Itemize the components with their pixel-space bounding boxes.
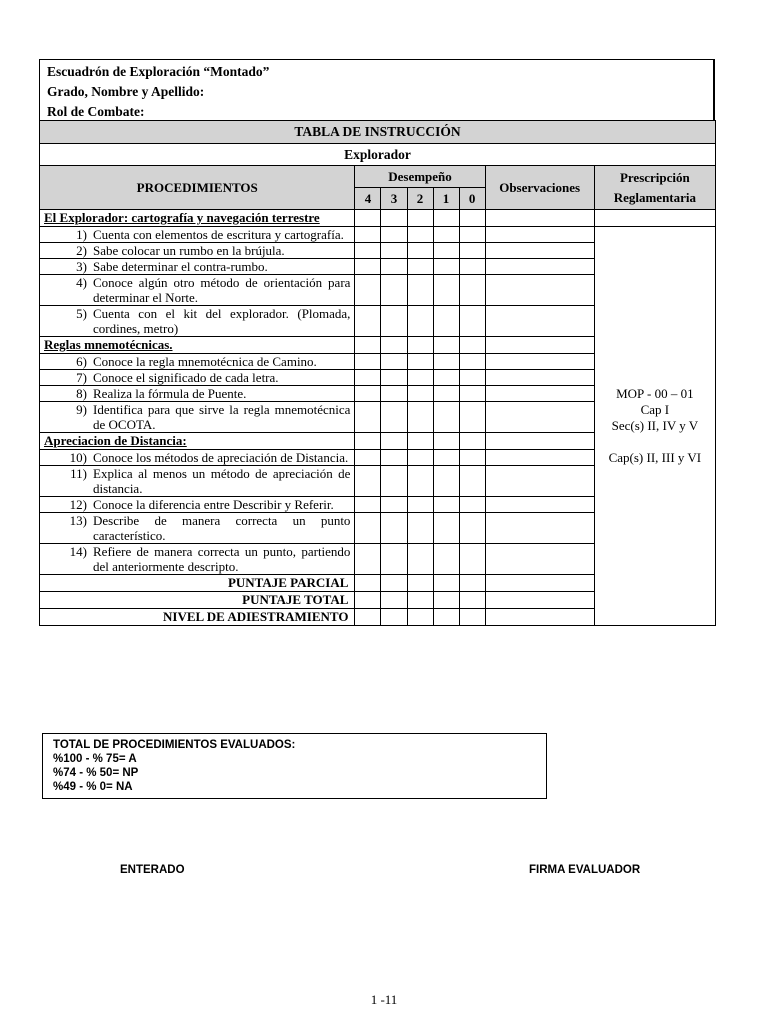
observations-cell[interactable]: [485, 609, 594, 626]
section-title-text: Apreciacion de Distancia:: [44, 433, 187, 448]
procedure-text: Cuenta con elementos de escritura y cartografía.: [93, 227, 344, 242]
score-cell[interactable]: [433, 544, 459, 575]
legend-title: TOTAL DE PROCEDIMIENTOS EVALUADOS:: [53, 739, 296, 751]
score-cell[interactable]: [459, 227, 485, 243]
score-cell[interactable]: [381, 210, 407, 227]
procedure-item: [44, 259, 350, 274]
score-cell[interactable]: [355, 433, 381, 450]
procedure-number: 7): [76, 370, 87, 385]
prescription-line4: Cap(s) II, III y VI: [608, 450, 702, 465]
procedure-number: 3): [76, 259, 87, 274]
score-cell[interactable]: [407, 370, 433, 386]
score-cell[interactable]: [433, 609, 459, 626]
procedure-cell: [40, 544, 355, 575]
procedure-text: Sabe determinar el contra-rumbo.: [93, 259, 268, 274]
score-cell[interactable]: [433, 466, 459, 497]
score-cell[interactable]: [433, 575, 459, 592]
score-cell[interactable]: [355, 466, 381, 497]
procedure-cell: [40, 386, 355, 402]
score-cell[interactable]: [459, 337, 485, 354]
score-cell[interactable]: [355, 575, 381, 592]
score-cell[interactable]: [407, 337, 433, 354]
procedure-item: [44, 450, 350, 465]
col-observations: Observaciones: [485, 166, 594, 210]
procedure-cell: [40, 450, 355, 466]
score-cell[interactable]: [381, 544, 407, 575]
procedure-cell: [40, 306, 355, 337]
score-cell[interactable]: [459, 466, 485, 497]
procedure-cell: [40, 227, 355, 243]
score-cell[interactable]: [459, 275, 485, 306]
observations-cell[interactable]: [485, 337, 594, 354]
score-cell[interactable]: [381, 354, 407, 370]
total-label: PUNTAJE PARCIAL: [40, 575, 355, 592]
procedure-item: [44, 386, 350, 401]
score-cell[interactable]: [407, 466, 433, 497]
score-cell[interactable]: [459, 450, 485, 466]
procedure-item: [44, 402, 350, 432]
score-0: 0: [459, 188, 485, 210]
procedure-number: 5): [76, 306, 87, 321]
score-cell[interactable]: [355, 386, 381, 402]
observations-cell[interactable]: [485, 433, 594, 450]
procedure-number: 12): [69, 497, 87, 512]
score-cell[interactable]: [459, 513, 485, 544]
observations-cell[interactable]: [485, 592, 594, 609]
score-cell[interactable]: [459, 402, 485, 433]
score-cell[interactable]: [355, 450, 381, 466]
prescription-line1: MOP - 00 – 01: [616, 386, 694, 401]
procedure-text: Sabe colocar un rumbo en la brújula.: [93, 243, 285, 258]
instruction-table: [39, 120, 716, 626]
col-prescription: Prescripción Reglamentaria: [594, 166, 715, 210]
legend-a: %100 - % 75= A: [53, 753, 137, 765]
score-cell[interactable]: [381, 243, 407, 259]
procedure-text: Conoce los métodos de apreciación de Distancia.: [93, 450, 349, 465]
name-label: Grado, Nombre y Apellido:: [47, 84, 205, 99]
procedure-text: Describe de manera correcta un punto característico.: [93, 513, 351, 543]
observations-cell[interactable]: [485, 259, 594, 275]
observations-cell[interactable]: [485, 386, 594, 402]
procedure-text: Conoce algún otro método de orientación para determinar el Norte.: [93, 275, 351, 305]
score-cell[interactable]: [381, 386, 407, 402]
section-row: [40, 210, 716, 227]
score-cell[interactable]: [433, 450, 459, 466]
score-cell[interactable]: [433, 243, 459, 259]
procedure-item: [44, 227, 350, 242]
score-3: 3: [381, 188, 407, 210]
col-performance: Desempeño: [355, 166, 485, 188]
prescription-gap: [599, 434, 711, 450]
score-cell[interactable]: [407, 450, 433, 466]
procedure-number: 10): [69, 450, 87, 465]
score-cell[interactable]: [355, 354, 381, 370]
observations-cell[interactable]: [485, 544, 594, 575]
observations-cell[interactable]: [485, 370, 594, 386]
score-cell[interactable]: [407, 433, 433, 450]
procedure-cell: [40, 354, 355, 370]
procedure-number: 1): [76, 227, 87, 242]
score-cell[interactable]: [355, 227, 381, 243]
score-cell[interactable]: [381, 497, 407, 513]
observations-cell[interactable]: [485, 306, 594, 337]
procedure-cell: [40, 243, 355, 259]
score-cell[interactable]: [433, 259, 459, 275]
observations-cell[interactable]: [485, 402, 594, 433]
score-cell[interactable]: [433, 497, 459, 513]
observations-cell[interactable]: [485, 450, 594, 466]
score-cell[interactable]: [459, 609, 485, 626]
score-cell[interactable]: [433, 354, 459, 370]
score-cell[interactable]: [459, 243, 485, 259]
score-cell[interactable]: [355, 609, 381, 626]
score-cell[interactable]: [459, 497, 485, 513]
score-cell[interactable]: [459, 354, 485, 370]
observations-cell[interactable]: [485, 227, 594, 243]
procedure-number: 14): [69, 544, 87, 559]
score-cell[interactable]: [355, 259, 381, 275]
score-cell[interactable]: [407, 210, 433, 227]
procedure-item: [44, 370, 350, 385]
procedure-number: 9): [76, 402, 87, 417]
section-title-text: Reglas mnemotécnicas.: [44, 337, 173, 352]
score-cell[interactable]: [459, 433, 485, 450]
prescription-line3: Sec(s) II, IV y V: [611, 418, 699, 433]
observations-cell[interactable]: [485, 275, 594, 306]
procedure-number: 13): [69, 513, 87, 528]
score-cell[interactable]: [381, 513, 407, 544]
procedure-cell: [40, 259, 355, 275]
table-row: [40, 227, 716, 243]
section-title-text: El Explorador: cartografía y navegación terrestre: [44, 210, 320, 225]
procedure-cell: [40, 466, 355, 497]
procedure-number: 6): [76, 354, 87, 369]
score-cell[interactable]: [407, 259, 433, 275]
score-cell[interactable]: [355, 592, 381, 609]
score-cell[interactable]: [355, 402, 381, 433]
score-cell[interactable]: [433, 402, 459, 433]
observations-cell[interactable]: [485, 466, 594, 497]
score-cell[interactable]: [459, 370, 485, 386]
observations-cell[interactable]: [485, 210, 594, 227]
score-cell[interactable]: [459, 210, 485, 227]
score-cell[interactable]: [355, 370, 381, 386]
procedure-cell: [40, 275, 355, 306]
score-cell[interactable]: [381, 450, 407, 466]
procedure-number: 8): [76, 386, 87, 401]
table-title: TABLA DE INSTRUCCIÓN: [40, 121, 716, 144]
procedure-text: Conoce la regla mnemotécnica de Camino.: [93, 354, 317, 369]
total-label: NIVEL DE ADIESTRAMIENTO: [40, 609, 355, 626]
prescription-cell: [594, 227, 715, 626]
score-cell[interactable]: [381, 227, 407, 243]
table-subtitle: Explorador: [40, 144, 716, 166]
observations-cell[interactable]: [485, 354, 594, 370]
procedure-text: Refiere de manera correcta un punto, partiendo del anteriormente descripto.: [93, 544, 351, 574]
score-cell[interactable]: [459, 575, 485, 592]
page-number: 1 -11: [370, 992, 398, 1007]
procedure-cell: [40, 370, 355, 386]
procedure-item: [44, 544, 350, 574]
procedure-number: 11): [70, 466, 87, 481]
score-cell[interactable]: [407, 402, 433, 433]
procedure-item: [44, 354, 350, 369]
score-cell[interactable]: [407, 243, 433, 259]
score-cell[interactable]: [407, 227, 433, 243]
procedure-text: Cuenta con el kit del explorador. (Plomada, cordines, metro): [93, 306, 351, 336]
procedure-cell: [40, 513, 355, 544]
score-cell[interactable]: [433, 306, 459, 337]
score-cell[interactable]: [433, 592, 459, 609]
score-cell[interactable]: [407, 275, 433, 306]
score-cell[interactable]: [381, 433, 407, 450]
score-cell[interactable]: [459, 386, 485, 402]
total-label: PUNTAJE TOTAL: [40, 592, 355, 609]
score-cell[interactable]: [381, 275, 407, 306]
procedure-item: [44, 243, 350, 258]
observations-cell[interactable]: [485, 243, 594, 259]
procedure-text: Conoce la diferencia entre Describir y Referir.: [93, 497, 334, 512]
score-cell[interactable]: [355, 544, 381, 575]
score-cell[interactable]: [381, 466, 407, 497]
col-procedures: PROCEDIMIENTOS: [40, 166, 355, 210]
procedure-item: [44, 513, 350, 543]
procedure-number: 4): [76, 275, 87, 290]
score-cell[interactable]: [433, 370, 459, 386]
score-cell[interactable]: [407, 544, 433, 575]
score-cell[interactable]: [381, 609, 407, 626]
score-cell[interactable]: [381, 370, 407, 386]
evaluation-legend: [42, 733, 547, 799]
prescription-line2: Cap I: [640, 402, 670, 417]
score-cell[interactable]: [355, 497, 381, 513]
role-label: Rol de Combate:: [47, 104, 145, 119]
score-cell[interactable]: [407, 575, 433, 592]
procedure-cell: [40, 497, 355, 513]
score-1: 1: [433, 188, 459, 210]
score-cell[interactable]: [433, 227, 459, 243]
procedure-cell: [40, 402, 355, 433]
form-header: [39, 59, 715, 121]
score-cell[interactable]: [459, 544, 485, 575]
score-cell[interactable]: [381, 592, 407, 609]
score-cell[interactable]: [381, 259, 407, 275]
score-cell[interactable]: [407, 592, 433, 609]
score-cell[interactable]: [433, 210, 459, 227]
score-cell[interactable]: [355, 513, 381, 544]
score-cell[interactable]: [355, 210, 381, 227]
procedure-text: Realiza la fórmula de Puente.: [93, 386, 247, 401]
procedure-text: Identifica para que sirve la regla mnemotécnica de OCOTA.: [93, 402, 351, 432]
procedure-item: [44, 466, 350, 496]
score-cell[interactable]: [433, 337, 459, 354]
score-cell[interactable]: [407, 386, 433, 402]
observations-cell[interactable]: [485, 497, 594, 513]
prescription-blank: [594, 210, 715, 227]
observations-cell[interactable]: [485, 575, 594, 592]
score-cell[interactable]: [459, 592, 485, 609]
score-cell[interactable]: [459, 306, 485, 337]
signature-enterado: ENTERADO: [120, 864, 185, 876]
unit-title: Escuadrón de Exploración “Montado”: [47, 64, 270, 79]
score-cell[interactable]: [407, 513, 433, 544]
score-cell[interactable]: [433, 275, 459, 306]
procedure-text: Explica al menos un método de apreciación de distancia.: [93, 466, 351, 496]
score-cell[interactable]: [407, 354, 433, 370]
procedure-item: [44, 275, 350, 305]
legend-na: %49 - % 0= NA: [53, 781, 133, 793]
score-4: 4: [355, 188, 381, 210]
score-cell[interactable]: [381, 337, 407, 354]
score-cell[interactable]: [355, 275, 381, 306]
score-cell[interactable]: [355, 306, 381, 337]
score-cell[interactable]: [433, 433, 459, 450]
signature-evaluator: FIRMA EVALUADOR: [529, 864, 641, 876]
score-cell[interactable]: [459, 259, 485, 275]
procedure-number: 2): [76, 243, 87, 258]
legend-np: %74 - % 50= NP: [53, 767, 139, 779]
score-cell[interactable]: [407, 609, 433, 626]
score-cell[interactable]: [381, 575, 407, 592]
section-title: [40, 210, 355, 227]
score-cell[interactable]: [381, 306, 407, 337]
score-cell[interactable]: [407, 497, 433, 513]
score-cell[interactable]: [433, 513, 459, 544]
score-cell[interactable]: [433, 386, 459, 402]
observations-cell[interactable]: [485, 513, 594, 544]
procedure-text: Conoce el significado de cada letra.: [93, 370, 279, 385]
section-title: [40, 337, 355, 354]
score-cell[interactable]: [355, 243, 381, 259]
score-2: 2: [407, 188, 433, 210]
score-cell[interactable]: [355, 337, 381, 354]
score-cell[interactable]: [407, 306, 433, 337]
section-title: [40, 433, 355, 450]
procedure-item: [44, 306, 350, 336]
procedure-item: [44, 497, 350, 512]
score-cell[interactable]: [381, 402, 407, 433]
